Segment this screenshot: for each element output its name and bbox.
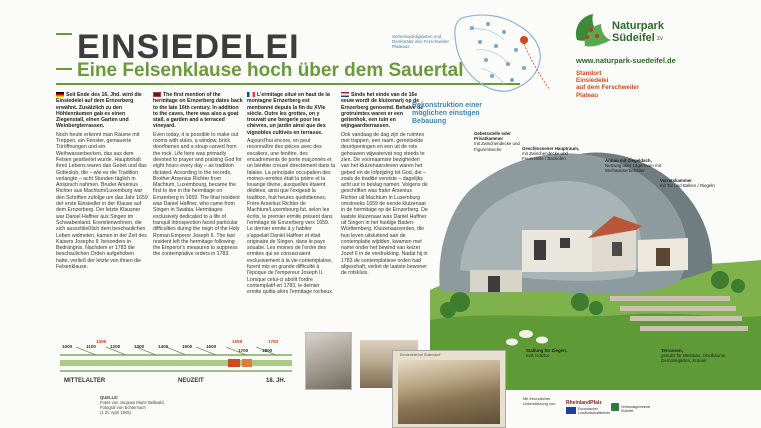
location-info [576,70,656,99]
eu-line: Europäischer [578,407,598,411]
flag-nl-icon [341,92,349,97]
credit-line: (1 Zt. April 1945) [100,410,131,415]
text-column-en [153,92,243,337]
body-nl: Ook vandaag de dag zijn de ruimtes met trappen, een raam, gemetselde deuröpeningen en een uit de rots gehouwen wijwatervat nog steeds te zien. De voornaamste bezigheden van het kluizenaarsleven waren het gebed en de lofprijzing tot God, die – zoals de traditie vereiste – dagelijks acht uur in beslag namen. Volgens de geschriften was frater Arsenius Richter uit Machtum in Luxemburg omstreeks 1659 de eerste kluizenaar in de hermitage op de Ernzerberg. De laatste kluizenaar was Daniel Haffner uit Singen in het huidige Baden-Württemberg. Kluizenaarsorden, die hun leven uitsluitend aan de contemplatie wijdden, kwamen met name onder het bewind van keizer Jozef II in de verdrukking. Nadat hij in 1783 de contemplatieve orden had afgeschaft, verliet de laatste bewoner de rotskluis. [341,131,428,277]
location-marker-icon [520,36,528,44]
label-title: Anbau mit Ziegeldach, [605,158,652,163]
lead-de: Seit Ende des 16. Jhd. wird die Einsiedelei auf dem Ernzerberg erwähnt. Zusätzlich zu den Höhlenräumen gab es einen Ziegenstall, einen Garten und Weinbergterrassen. [56,92,142,130]
text-column-nl [341,92,429,337]
credit-line: Fotograf von Echternach [100,405,146,410]
postcard-image [398,360,500,424]
text-column-fr [247,92,335,337]
photo-credit [100,395,165,415]
historic-photo-portrait [305,332,352,390]
eu-flag-icon [566,407,576,414]
label-note: evtl. Holztor [526,353,550,359]
flag-gb-icon [153,92,161,97]
label-goat-stall [526,348,574,358]
timeline-tick: 1400 [158,344,169,349]
lead-fr: L'ermitage situé en haut de la montagne Ernzerberg est mentionné depuis la fin du XVIe siècle. Outre les grottes, on y trouvait une bergerie pour les chèvres, un jardin ainsi que des vignobles cultivés en terrasse. [247,92,330,136]
location-line: auf dem Ferschweiler [576,84,640,92]
vg-line: Südeifel [621,409,634,413]
credit-label: QUELLE: [100,395,119,400]
flag-de-icon [56,92,64,97]
credit-line: Fotos von Jacques Marie Bellwald, [100,400,165,405]
timeline-tick: 1700 [238,348,249,353]
vg-line: Verbandsgemeinde [621,405,651,409]
label-title: Vorratskammer [660,178,692,183]
label-note: mit Zwischendecke und Figurennische [474,141,520,152]
era-label: 18. JH. [266,378,286,384]
lead-en: The first mention of the hermitage on Ernzerberg dates back to the late 16th century. In addition to the caves, there was also a goat stall, a garden and a terraced vineyard. [153,92,243,130]
body-en: Even today, it is possible to make out rooms with stairs, a window, brick doorframes and a stoup carved from the rock. Life here was primarily devoted to prayer and praising God for eight hours every day – as tradition dictated. According to the records, Brother Arsenius Richter from Machtum, Luxembourg, became the first to live in the hermitage on Ernzerberg in 1659. The final resident was Daniel Haffner, who came from Singen in Swabia. Hermitages exclusively dedicated to a life of tranquil introspection faced particular difficulties during the reign of the Holy Roman Emperor Joseph II. The last resident left the hermitage following the Emperor's measures to suppress the contemplative orders in 1783. [153,131,242,258]
eu-line: Landwirtschaftsfonds [578,411,610,415]
era-label: NEUZEIT [178,378,204,384]
rlp-logo: RheinlandPfalz [566,400,602,406]
body-de: Noch heute erkennt man Räume mit Treppen, ein Fenster, gemauerte Türöffnungen und ein Weihwasserbecken, das aus dem Felsen gearbeitet wurde. Hauptinhalt ihres Lebens waren das Gebet und das Gotteslob, die – wie es die Tradition verlangte – acht Stunden täglich in Anspruch nahmen. Bruder Arsenius Richter aus Machtum/Luxemburg war den Schriften zufolge um das Jahr 1659 der erste Einsiedler in der Klause auf dem Ernzerberg. Der letzte Klausner war Daniel Haffner aus Singen im Schwabenland. Eremitenwohnen, die sich ausschließlich dem beschaulichen Leben widmeten, kamen in der Zeit des Kaisers Josephs II. besonders in Bedrängnis. Nachdem er 1783 die beschaulichen Orden aufgehoben hatte, verließ der letzte von ihnen die Felsenklause. [56,131,148,271]
eu-fund-label [578,407,610,415]
timeline-tick: 1000 [62,344,73,349]
page-title: EINSIEDELEI [77,28,300,66]
map-legend-label: Sehenswürdigkeiten und Denkmäler des Ferschweiler Plateaus [392,34,450,50]
funders-intro [523,397,555,407]
label-title: Gebetsstelle oder Privatkammer [474,131,511,142]
location-line: Einsiedelei [576,77,609,85]
brand-name: Naturpark [612,20,664,32]
label-storeroom [660,178,722,188]
text-column-de [56,92,148,337]
label-title: Stallung für Ziegen, [526,348,567,353]
flag-fr-icon [247,92,255,97]
label-note: Nutzung oder Lagerraum mit Weihwasserbehälter [605,163,661,174]
plateau-map [392,10,562,100]
vg-label [621,405,650,413]
label-note: genutzt für Weinbau, Obstbäume, Gemüsegarten, Kräuter [661,353,727,364]
timeline-tick: 1300 [134,344,145,349]
label-terraces [661,348,731,364]
timeline-tick: 1800 [262,348,273,353]
reconstruction-label: Rekonstruktion einer möglichen einstigen Bebauung [412,102,483,125]
brand-region: Südeifel [612,32,655,44]
timeline-highlight: 1783 [268,339,279,344]
location-line: Standort [576,70,602,77]
label-title: Terrassen, [661,348,683,353]
location-line: Plateau [576,91,599,99]
label-note: mit Tor und Balken / Riegeln [660,183,715,189]
label-annex [605,158,669,174]
label-title: Geschlossener Hauptraum, [522,146,580,151]
page-subtitle: Eine Felsenklause hoch über dem Sauertal [77,60,464,81]
timeline-tick: 1100 [86,344,96,349]
title-rule [56,33,72,35]
body-fr: Aujourd'hui encore, on peut reconnaître des pièces avec des escaliers, une fenêtre, des encadrements de porte maçonnés et un bénitier creusé directement dans la falaise. La principale occupation des moines-ermites était la prière et la louange divine, auxquelles étaient dédiées, ainsi que l'exigeait la tradition, huit heures quotidiennes. Frère Arsenius Richter de Machtum/Luxembourg fut, selon les écrits, le premier ermite présent dans l'ermitage de Ernzerberg vers 1659. Le dernier ermite à y habiter s'appelait Daniel Haffner et était originaire de Singen, dans le pays souabe. Les moines de l'ordre des ermites qui se consacraient exclusivement à la vie contemplative, furent mis en grande difficulté à l'époque de l'empereur Joseph II. Lorsque celui-ci abolit l'ordre contemplatif en 1783, le dernier ermite quitta alors l'ermitage rocheux. [247,138,335,296]
funders-line: Unterstützung von [523,400,556,406]
label-main-room [522,146,584,162]
subtitle-rule [56,68,72,70]
era-label: MITTELALTER [64,378,106,384]
timeline-highlight: 1596 [96,339,107,344]
website-url[interactable]: www.naturpark-suedeifel.de [576,56,676,65]
timeline-tick: 1600 [206,344,217,349]
timeline-tick: 1200 [110,344,121,349]
timeline-highlight: 1659 [232,339,243,344]
label-note: mit Zwischendecke und Feuerstelle / Backofen [522,151,568,162]
vg-logo-icon [611,403,619,411]
postcard-caption: Einsiedelei bei Bollendorf [400,353,441,357]
brand-suffix: zv [657,36,663,42]
timeline-tick: 1500 [182,344,193,349]
lead-nl: Sinds het einde van de 16e eeuw wordt de kluizenarij op de Ernzerberg genoemd. Behalve de grotruimtes waren er een geitenhok, een tuin en wijngaardterrassen. [341,92,424,130]
funders-line: Mit freundlicher [523,396,551,401]
